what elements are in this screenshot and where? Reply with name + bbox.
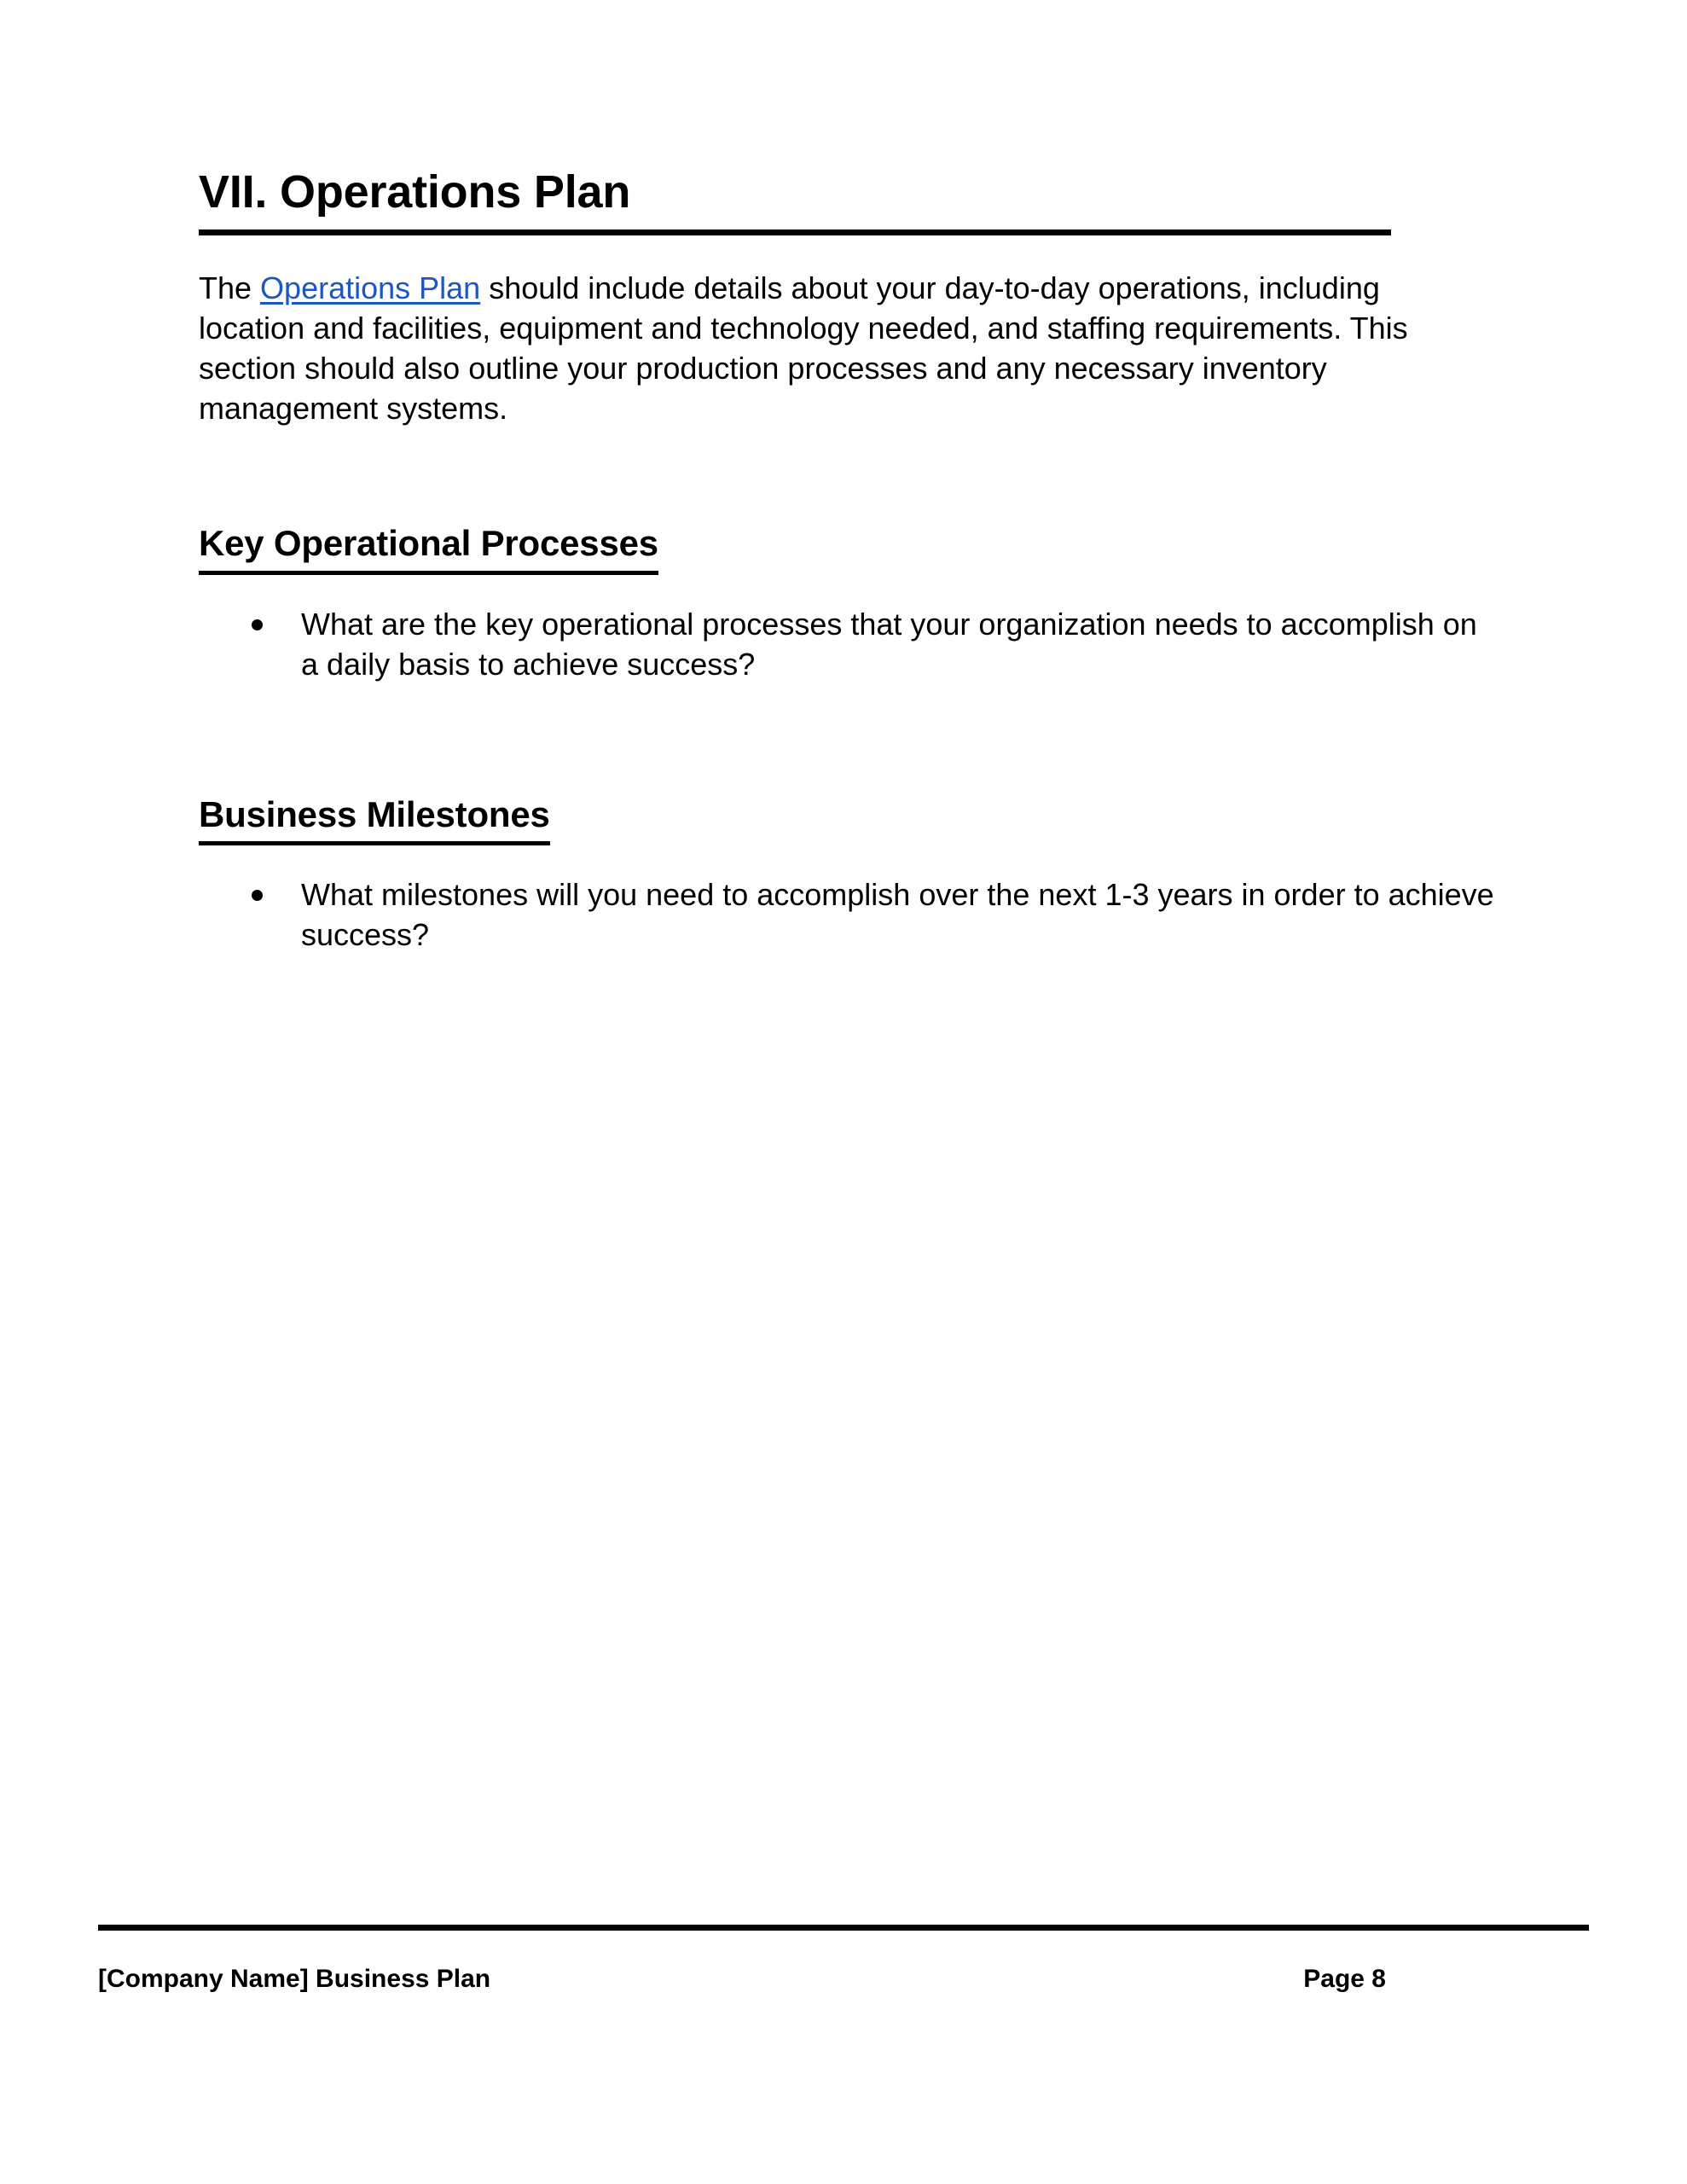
heading-business-milestones: Business Milestones bbox=[199, 795, 550, 845]
heading-key-operational-processes: Key Operational Processes bbox=[199, 524, 658, 574]
bullet-dot-icon bbox=[252, 890, 263, 901]
page-title: VII. Operations Plan bbox=[199, 166, 1391, 235]
document-content bbox=[199, 166, 1494, 955]
intro-text-before-link: The bbox=[199, 270, 261, 306]
list-item bbox=[199, 604, 1495, 684]
list-item-text: What are the key operational processes that your organization needs to accomplish on a daily basis to achieve success? bbox=[301, 606, 1477, 682]
section-business-milestones bbox=[199, 793, 1494, 955]
intro-paragraph bbox=[199, 268, 1488, 428]
bullet-dot-icon bbox=[252, 619, 263, 630]
page-footer bbox=[98, 1959, 1589, 2000]
list-item-text: What milestones will you need to accomplish over the next 1-3 years in order to achieve success? bbox=[301, 876, 1494, 952]
operations-plan-link[interactable]: Operations Plan bbox=[260, 270, 481, 306]
footer-divider bbox=[98, 1925, 1589, 1931]
footer-page-number: Page 8 bbox=[1303, 1965, 1386, 1993]
intro-text-after-link: should include details about your day-to-day operations, including location and facilities, equipment and technology needed, and staffing requirements. This section should also outline your production processes and any necessary inventory management systems. bbox=[199, 270, 1408, 427]
list-item bbox=[199, 874, 1495, 955]
section-key-operational-processes bbox=[199, 524, 1488, 683]
footer-company-label: [Company Name] Business Plan bbox=[98, 1965, 491, 1993]
key-operational-processes-list bbox=[199, 604, 1488, 684]
business-milestones-list bbox=[199, 874, 1494, 955]
